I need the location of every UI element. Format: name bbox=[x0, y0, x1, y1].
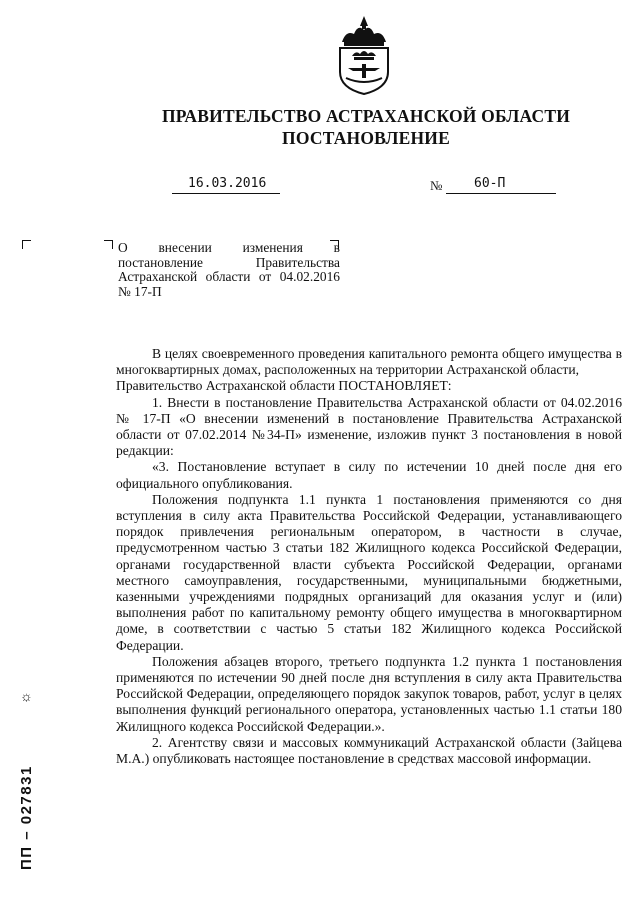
corner-mark-left bbox=[22, 240, 31, 249]
coat-of-arms-emblem bbox=[328, 14, 400, 96]
org-title: ПРАВИТЕЛЬСТВО АСТРАХАНСКОЙ ОБЛАСТИ bbox=[161, 106, 571, 126]
date-underline bbox=[172, 192, 280, 194]
doc-number: 60-П bbox=[474, 176, 506, 191]
corner-mark-subject-left bbox=[104, 240, 113, 249]
paragraph-item-2: 2. Агентству связи и массовых коммуникаций Астраханской области (Зайцева М.А.) опубликовать настоящее постановление в средствах массовой информации. bbox=[116, 734, 622, 767]
paragraph-preamble: В целях своевременного проведения капитального ремонта общего имущества в многоквартирных домах, расположенных на территории Астраханской области, bbox=[116, 346, 622, 378]
doc-type-title: ПОСТАНОВЛЕНИЕ bbox=[282, 128, 450, 148]
sun-mark-icon: ☼ bbox=[20, 690, 33, 705]
paragraph-resolves: Правительство Астраханской области ПОСТАНОВЛЯЕТ: bbox=[116, 378, 452, 394]
paragraph-provisions-1-1: Положения подпункта 1.1 пункта 1 постановления применяются со дня вступления в силу акта Правительства Российской Федерации, устанавливающего порядок привлечения региональным оператором, в частности в случае, предусмотренном частью 3 статьи 182 Жилищного кодекса Российской Федерации, органами государственной власти субъекта Российской Федерации, органами местного самоуправления, государственными, муниципальными бюджетными, казенными учреждениями подрядных организаций для оказания услуг и (или) выполнения работ по капитальному ремонту общего имущества в многоквартирном доме, в соответствии с частью 5 статьи 182 Жилищного кодекса Российской Федерации. bbox=[116, 491, 622, 653]
doc-body bbox=[116, 346, 622, 767]
paragraph-quote-3: «3. Постановление вступает в силу по истечении 10 дней после дня его официального опубликования. bbox=[116, 459, 622, 491]
paragraph-item-1: 1. Внести в постановление Правительства Астраханской области от 04.02.2016 № 17-П «О внесении изменений в постановление Правительства Астраханской области от 07.02.2014 №34-П» изменение, изложив пункт 3 постановления в новой редакции: bbox=[116, 394, 622, 459]
number-sign: № bbox=[430, 178, 443, 193]
doc-subject: О внесении изменения в постановление Правительства Астраханской области от 04.02.2016 № 17-П bbox=[118, 240, 340, 299]
side-serial-code: ПП – 027831 bbox=[18, 765, 35, 870]
number-underline bbox=[446, 192, 556, 194]
paragraph-provisions-1-2: Положения абзацев второго, третьего подпункта 1.2 пункта 1 постановления применяются по истечении 90 дней после дня вступления в силу акта Правительства Российской Федерации, определяющего порядок закупок товаров, работ, услуг в целях выполнения функций регионального оператора, установленных частью 1.1 статьи 180 Жилищного кодекса Российской Федерации.». bbox=[116, 653, 622, 734]
doc-date: 16.03.2016 bbox=[188, 176, 267, 191]
